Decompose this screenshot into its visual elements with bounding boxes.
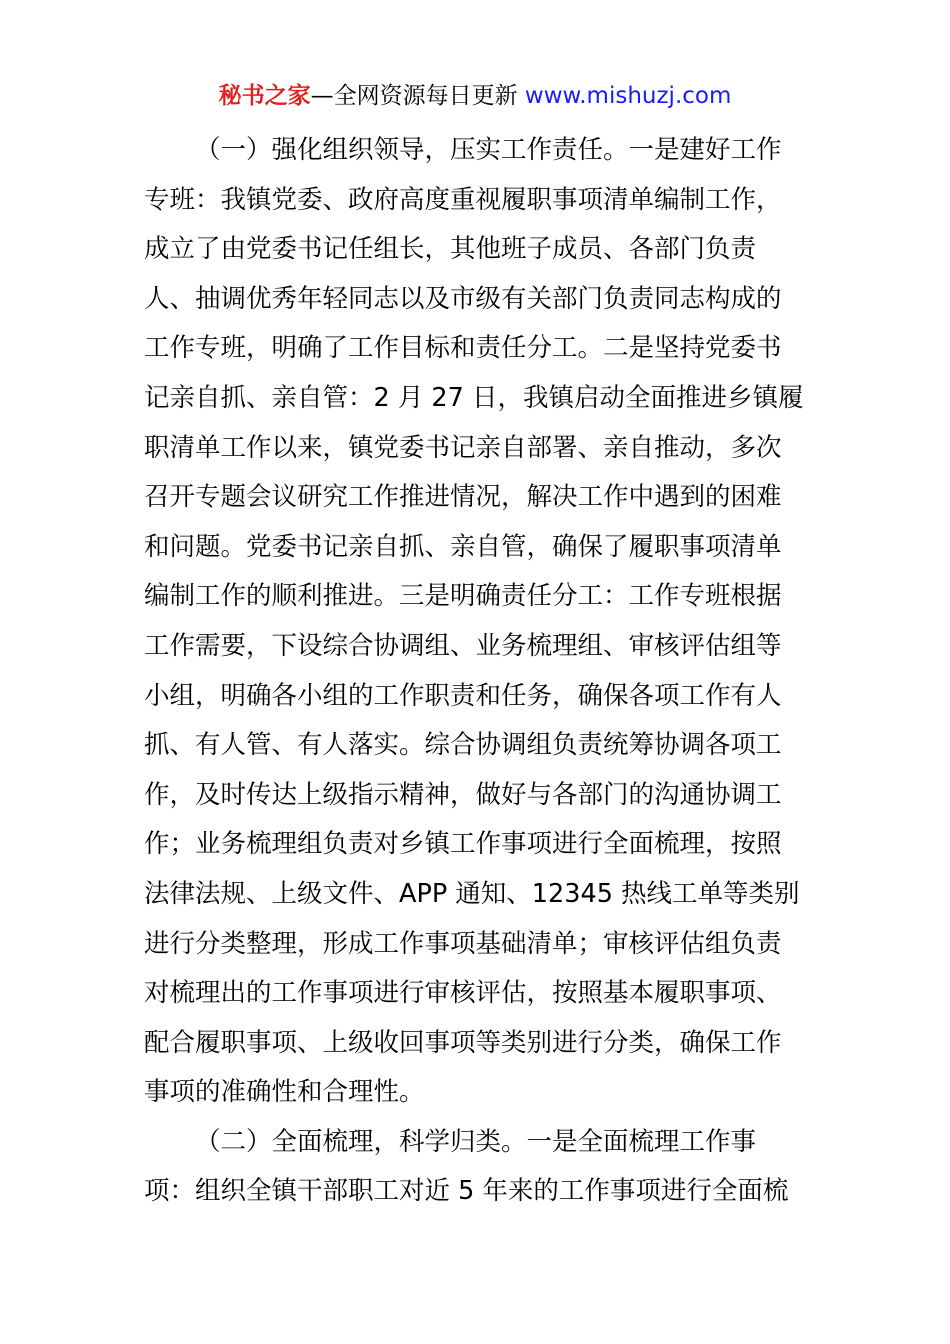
text-line: 作；业务梳理组负责对乡镇工作事项进行全面梳理，按照 [144, 829, 782, 860]
text-line: （二）全面梳理，科学归类。一是全面梳理工作事 [195, 1126, 757, 1157]
text-line: 和问题。党委书记亲自抓、亲自管，确保了履职事项清单 [144, 531, 782, 562]
text-line: 小组，明确各小组的工作职责和任务，确保各项工作有人 [144, 680, 782, 711]
text-line: 法律法规、上级文件、APP 通知、12345 热线工单等类别 [144, 878, 800, 909]
site-tagline: —全网资源每日更新 [310, 83, 525, 109]
text-line: 项：组织全镇干部职工对近 5 年来的工作事项进行全面梳 [144, 1176, 789, 1207]
text-line: 进行分类整理，形成工作事项基础清单；审核评估组负责 [144, 928, 782, 959]
text-line: 工作需要，下设综合协调组、业务梳理组、审核评估组等 [144, 630, 782, 661]
text-line: （一）强化组织领导，压实工作责任。一是建好工作 [195, 135, 782, 165]
text-line: 召开专题会议研究工作推进情况，解决工作中遇到的困难 [144, 482, 782, 513]
text-line: 专班：我镇党委、政府高度重视履职事项清单编制工作， [144, 184, 782, 215]
site-header [0, 80, 950, 112]
text-line: 配合履职事项、上级收回事项等类别进行分类，确保工作 [144, 1027, 782, 1058]
site-url-link[interactable]: www.mishuzj.com [524, 83, 732, 109]
text-line: 作，及时传达上级指示精神，做好与各部门的沟通协调工 [144, 779, 782, 810]
text-line: 对梳理出的工作事项进行审核评估，按照基本履职事项、 [144, 978, 782, 1009]
text-line: 成立了由党委书记任组长，其他班子成员、各部门负责 [144, 234, 757, 265]
text-line: 记亲自抓、亲自管：2 月 27 日，我镇启动全面推进乡镇履 [144, 382, 804, 413]
text-line: 编制工作的顺利推进。三是明确责任分工：工作专班根据 [144, 581, 782, 612]
text-line: 事项的准确性和合理性。 [144, 1077, 425, 1108]
text-line: 职清单工作以来，镇党委书记亲自部署、亲自推动，多次 [144, 432, 782, 463]
text-line: 工作专班，明确了工作目标和责任分工。二是坚持党委书 [144, 333, 782, 364]
text-line: 抓、有人管、有人落实。综合协调组负责统筹协调各项工 [144, 730, 782, 761]
document-body [144, 126, 808, 1217]
site-brand: 秘书之家 [218, 83, 311, 109]
text-line: 人、抽调优秀年轻同志以及市级有关部门负责同志构成的 [144, 283, 782, 314]
